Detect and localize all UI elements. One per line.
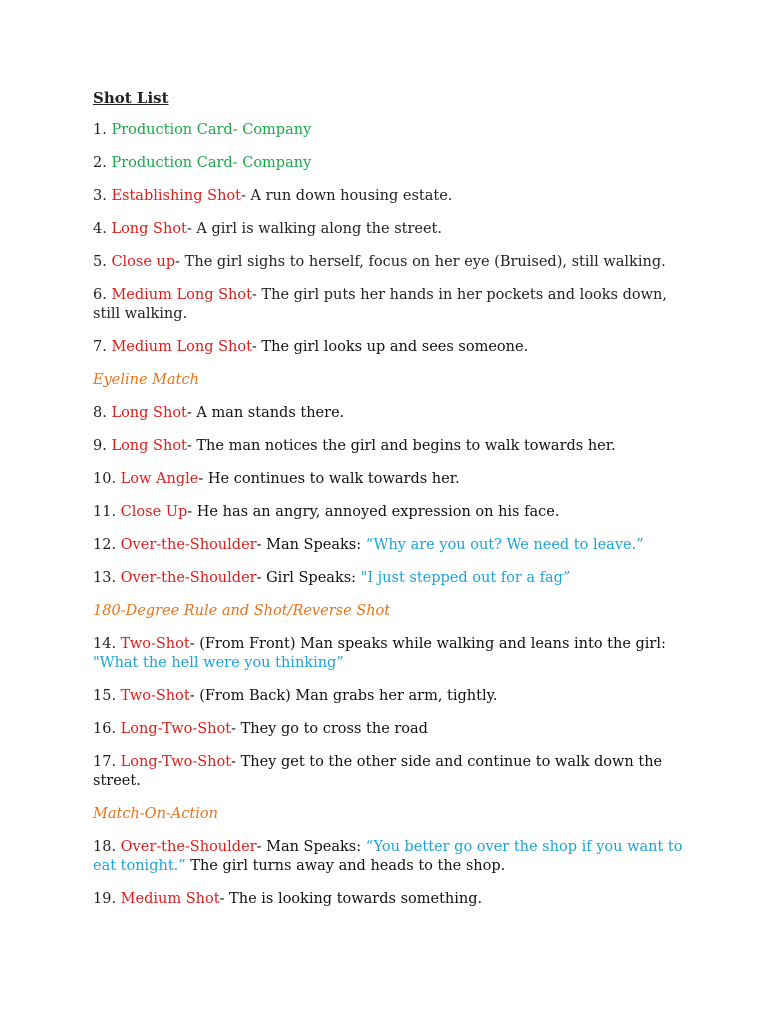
shot-list-document	[93, 88, 683, 923]
shot-number: 1.	[93, 122, 112, 138]
shot-number: 9.	[93, 438, 112, 454]
shot-item	[93, 687, 683, 706]
shot-item	[93, 890, 683, 909]
shot-description: - Company	[232, 155, 312, 171]
shot-description: - The girl looks up and sees someone.	[251, 339, 529, 355]
shot-type: Long Shot	[111, 438, 187, 454]
shot-description: - Man Speaks:	[256, 839, 366, 855]
shot-description: - The man notices the girl and begins to walk towards her.	[186, 438, 616, 454]
shot-number: 16.	[93, 721, 121, 737]
shot-item	[93, 470, 683, 489]
shot-item	[93, 838, 683, 876]
shot-item	[93, 286, 683, 324]
shot-number: 19.	[93, 891, 121, 907]
shot-type: Close up	[111, 254, 176, 270]
shot-number: 2.	[93, 155, 112, 171]
shot-type: Long-Two-Shot	[120, 721, 232, 737]
shot-type: Medium Long Shot	[111, 339, 252, 355]
document-title: Shot List	[93, 89, 169, 107]
shot-item	[93, 404, 683, 423]
shot-type: Production Card	[111, 122, 233, 138]
shot-description: - He has an angry, annoyed expression on his face.	[187, 504, 560, 520]
shot-type: Over-the-Shoulder	[120, 537, 257, 553]
shot-type: Long Shot	[111, 221, 187, 237]
shot-number: 8.	[93, 405, 112, 421]
shot-number: 5.	[93, 254, 112, 270]
section-heading: Eyeline Match	[93, 372, 199, 388]
dialogue-quote: "What the hell were you thinking”	[93, 655, 344, 671]
shot-number: 15.	[93, 688, 121, 704]
shot-item	[93, 154, 683, 173]
shot-number: 6.	[93, 287, 112, 303]
shot-item	[93, 338, 683, 357]
shot-type: Two-Shot	[120, 688, 190, 704]
shot-item	[93, 753, 683, 791]
shot-type: Long-Two-Shot	[120, 754, 232, 770]
shot-description: - The is looking towards something.	[219, 891, 483, 907]
shot-description: - (From Back) Man grabs her arm, tightly.	[189, 688, 498, 704]
shot-number: 7.	[93, 339, 112, 355]
shot-description: - The girl sighs to herself, focus on her eye (Bruised), still walking.	[175, 254, 666, 270]
shot-item	[93, 187, 683, 206]
shot-description: - Girl Speaks:	[256, 570, 361, 586]
shot-item	[93, 720, 683, 739]
shot-item	[93, 503, 683, 522]
shot-item	[93, 253, 683, 272]
shot-description: - A run down housing estate.	[240, 188, 453, 204]
shot-description: - Man Speaks:	[256, 537, 366, 553]
shot-type: Over-the-Shoulder	[120, 839, 257, 855]
dialogue-quote: “Why are you out? We need to leave.”	[365, 537, 644, 553]
shot-item	[93, 121, 683, 140]
shot-description: - They get to the other side and continue to walk down the street.	[93, 754, 663, 789]
shot-type: Close Up	[120, 504, 188, 520]
shot-description: - A girl is walking along the street.	[186, 221, 442, 237]
shot-type: Low Angle	[120, 471, 199, 487]
dialogue-quote: “You better go over the shop if you want to eat tonight.”	[93, 839, 683, 874]
shot-item	[93, 569, 683, 588]
shot-number: 13.	[93, 570, 121, 586]
shot-type: Medium Shot	[120, 891, 220, 907]
shot-number: 11.	[93, 504, 121, 520]
shot-type: Medium Long Shot	[111, 287, 252, 303]
shot-description: - (From Front) Man speaks while walking and leans into the girl:	[189, 636, 666, 652]
section-heading: 180-Degree Rule and Shot/Reverse Shot	[93, 603, 391, 619]
shot-number: 18.	[93, 839, 121, 855]
dialogue-quote: "I just stepped out for a fag”	[360, 570, 571, 586]
shot-number: 4.	[93, 221, 112, 237]
shot-type: Long Shot	[111, 405, 187, 421]
shot-type: Two-Shot	[120, 636, 190, 652]
shot-number: 10.	[93, 471, 121, 487]
shot-description: - He continues to walk towards her.	[198, 471, 460, 487]
section-heading: Match-On-Action	[93, 806, 218, 822]
shot-number: 3.	[93, 188, 112, 204]
shot-description: The girl turns away and heads to the shop.	[185, 858, 506, 874]
shot-type: Establishing Shot	[111, 188, 241, 204]
shot-item	[93, 220, 683, 239]
shot-item	[93, 635, 683, 673]
shot-item	[93, 536, 683, 555]
shot-description: - The girl puts her hands in her pockets and looks down, still walking.	[93, 287, 667, 322]
shot-item	[93, 437, 683, 456]
shot-description: - A man stands there.	[186, 405, 345, 421]
shot-number: 14.	[93, 636, 121, 652]
shot-description: - Company	[232, 122, 312, 138]
shot-number: 17.	[93, 754, 121, 770]
shot-number: 12.	[93, 537, 121, 553]
shot-type: Over-the-Shoulder	[120, 570, 257, 586]
shot-description: - They go to cross the road	[231, 721, 428, 737]
shot-type: Production Card	[111, 155, 233, 171]
shot-list	[93, 121, 683, 909]
